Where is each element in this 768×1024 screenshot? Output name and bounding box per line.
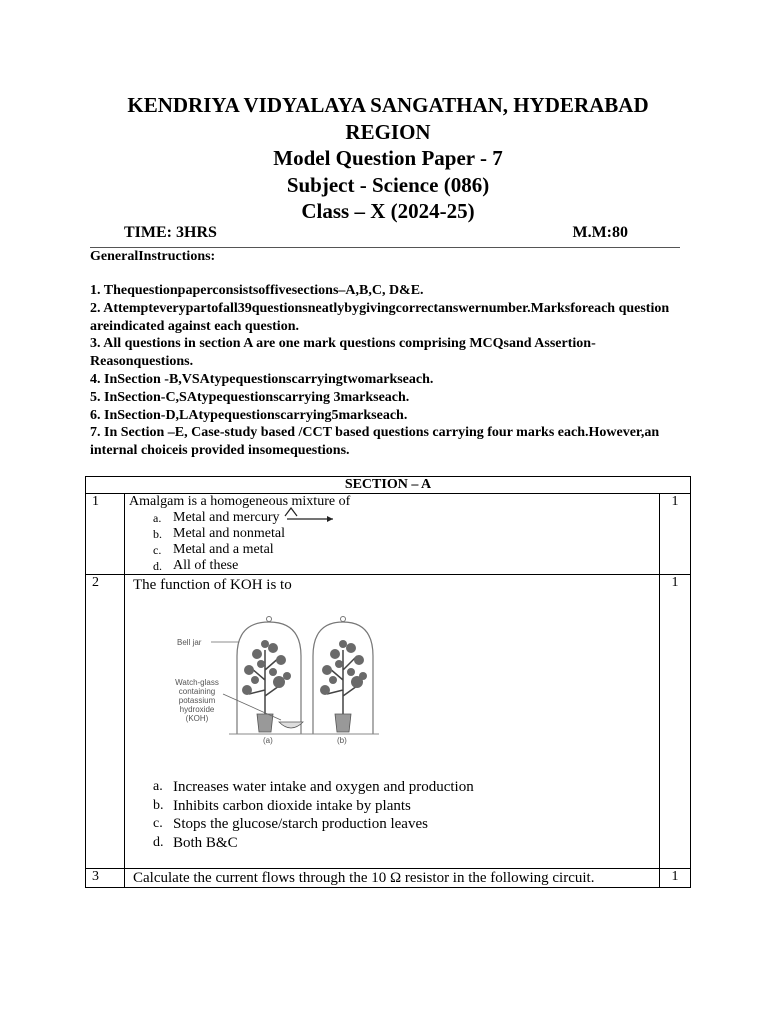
bell-jar-figure <box>177 610 397 750</box>
question-row <box>86 869 691 888</box>
general-instructions-title: GeneralInstructions: <box>90 249 216 264</box>
instruction-item: 6. InSection-D,LAtypequestionscarrying5markseach. <box>90 407 408 423</box>
option-text: Stops the glucose/starch production leaves <box>173 816 428 832</box>
question-body <box>125 494 660 575</box>
option-label: b. <box>153 527 162 541</box>
option-text: Increases water intake and oxygen and production <box>173 779 474 795</box>
question-marks: 1 <box>660 575 691 869</box>
option-item <box>153 558 659 574</box>
option-text: Both B&C <box>173 834 238 851</box>
option-item <box>153 778 659 797</box>
class-line: Class – X (2024-25) <box>301 199 475 223</box>
question-body <box>125 869 660 888</box>
header-line-2: REGION <box>345 119 431 144</box>
option-item <box>153 834 659 853</box>
options-list <box>129 778 659 852</box>
paper-title: Model Question Paper - 7 <box>273 146 503 170</box>
time-label: TIME: 3HRS <box>124 224 217 241</box>
option-label: c. <box>153 543 162 557</box>
option-text: All of these <box>173 558 239 573</box>
option-label: a. <box>153 511 162 525</box>
question-row <box>86 494 691 575</box>
instruction-item: 4. InSection -B,VSAtypequestionscarryingtwomarkseach. <box>90 371 434 387</box>
option-item <box>153 797 659 816</box>
question-number: 1 <box>86 494 125 575</box>
question-number: 2 <box>86 575 125 869</box>
max-marks-label: M.M:80 <box>572 224 628 241</box>
instruction-item: 5. InSection-C,SAtypequestionscarrying 3markseach. <box>90 389 410 405</box>
subject-line: Subject - Science (086) <box>286 172 490 197</box>
instruction-item: 3. All questions in section A are one mark questions comprising MCQsand Assertion-Reasonquestions. <box>90 336 596 370</box>
question-row <box>86 575 691 869</box>
option-label: d. <box>153 834 164 850</box>
question-text: Calculate the current flows through the 10 Ω resistor in the following circuit. <box>133 870 595 886</box>
instruction-item: 7. In Section –E, Case-study based /CCT based questions carrying four marks each.However,an internal choiceis provided insomequestions. <box>90 425 660 459</box>
question-text: Amalgam is a homogeneous mixture of <box>129 494 351 509</box>
instruction-item: 1. Thequestionpaperconsistsoffivesections–A,B,C, D&E. <box>90 283 424 298</box>
instruction-item: 2. Attempteverypartofall39questionsneatlybygivingcorrectanswernumber.Marksforeach question areindicated against each question. <box>90 300 670 334</box>
time-marks-bar <box>90 223 680 248</box>
question-marks: 1 <box>660 494 691 575</box>
figure-label-a: (a) <box>263 736 273 745</box>
question-body <box>125 575 660 869</box>
question-marks: 1 <box>660 869 691 888</box>
option-label: a. <box>153 779 163 794</box>
figure-label-watch-glass: Watch-glass containing potassium hydroxide (KOH) <box>175 678 219 723</box>
option-item <box>153 542 659 558</box>
option-text: Inhibits carbon dioxide intake by plants <box>173 797 411 814</box>
options-list <box>129 510 659 574</box>
option-label: b. <box>153 797 164 813</box>
option-item <box>153 815 659 834</box>
option-label: d. <box>153 559 162 573</box>
option-item <box>153 526 659 542</box>
question-text: The function of KOH is to <box>133 577 292 593</box>
option-item <box>153 510 659 526</box>
paper-header <box>80 92 696 225</box>
option-text: Metal and nonmetal <box>173 526 285 541</box>
section-a-table <box>85 476 691 888</box>
option-label: c. <box>153 816 163 831</box>
instructions-list <box>90 282 680 460</box>
header-line-1: KENDRIYA VIDYALAYA SANGATHAN, HYDERABAD <box>127 93 649 117</box>
figure-label-b: (b) <box>337 736 347 745</box>
section-title: SECTION – A <box>86 477 691 494</box>
option-text: Metal and a metal <box>173 542 274 557</box>
option-text: Metal and mercury <box>173 510 280 525</box>
figure-label-bell-jar: Bell jar <box>177 638 202 647</box>
question-number: 3 <box>86 869 125 888</box>
